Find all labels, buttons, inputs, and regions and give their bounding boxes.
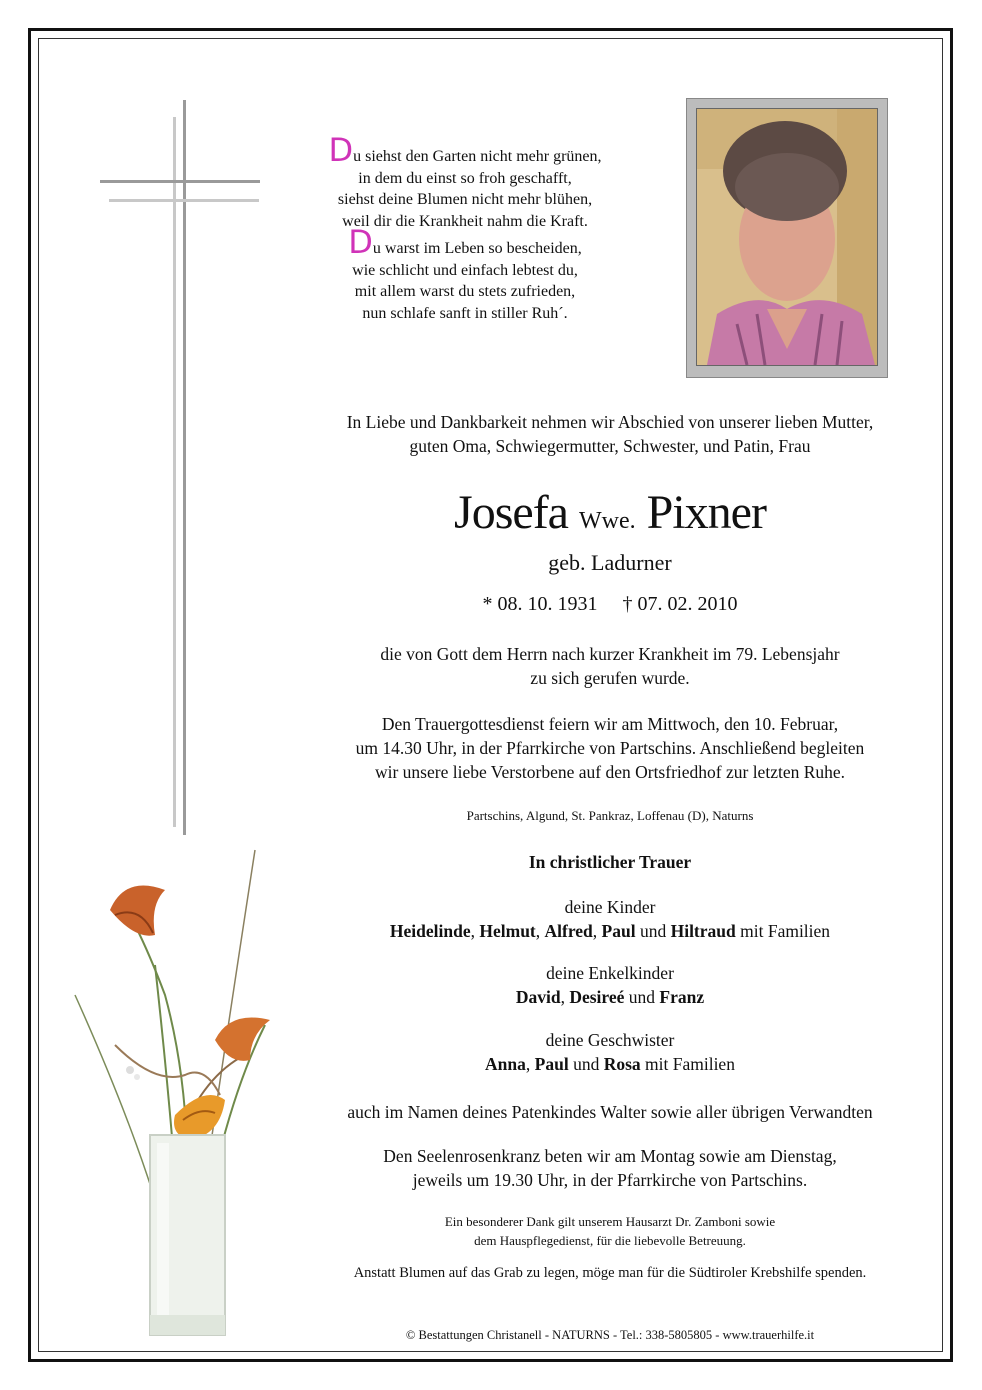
grandchildren-label: deine Enkelkinder xyxy=(546,963,674,983)
maiden-name: geb. Ladurner xyxy=(548,550,672,575)
portrait-photo xyxy=(696,108,878,366)
children-names: Heidelinde, Helmut, Alfred, Paul und Hiltraud mit Familien xyxy=(389,921,831,941)
passing-line: die von Gott dem Herrn nach kurzer Krankheit im 79. Lebensjahr xyxy=(380,644,840,664)
child-name: Alfred xyxy=(544,921,593,941)
also-relatives: auch im Namen deines Patenkindes Walter sowie aller übrigen Verwandten xyxy=(347,1102,873,1122)
service-line: wir unsere liebe Verstorbene auf den Ortsfriedhof zur letzten Ruhe. xyxy=(374,762,846,782)
service-line: um 14.30 Uhr, in der Pfarrkirche von Partschins. Anschließend begleiten xyxy=(355,738,865,758)
grandchildren-section xyxy=(290,961,930,1009)
rosary-line: Den Seelenrosenkranz beten wir am Montag sowie am Dienstag, xyxy=(383,1146,837,1166)
poem-line: in dem du einst so froh geschafft, xyxy=(358,169,572,187)
first-name: Josefa xyxy=(454,486,568,539)
thanks-line: Ein besonderer Dank gilt unserem Hausarzt Dr. Zamboni sowie xyxy=(444,1214,776,1229)
and-text: und xyxy=(628,987,656,1007)
last-name: Pixner xyxy=(646,486,766,539)
service-line: Den Trauergottesdienst feiern wir am Mittwoch, den 10. Februar, xyxy=(381,714,839,734)
passing-text xyxy=(290,642,930,690)
child-name: Heidelinde xyxy=(389,921,471,941)
poem-line: weil dir die Krankheit nahm die Kraft. xyxy=(342,212,588,230)
poem xyxy=(300,131,630,324)
deceased-name xyxy=(290,486,930,548)
life-dates xyxy=(290,590,930,618)
siblings-section xyxy=(290,1028,930,1076)
poem-line: nun schlafe sanft in stiller Ruh´. xyxy=(362,304,568,322)
poem-line: wie schlicht und einfach lebtest du, xyxy=(352,261,578,279)
service-text xyxy=(290,712,930,784)
thanks-text xyxy=(290,1212,930,1250)
mourning-heading: In christlicher Trauer xyxy=(528,852,692,872)
grandchildren-names: David, Desireé und Franz xyxy=(515,987,705,1007)
grandchild-name: Desireé xyxy=(569,987,625,1007)
passing-line: zu sich gerufen wurde. xyxy=(530,668,690,688)
birth-date: * 08. 10. 1931 xyxy=(482,593,598,615)
poem-line: siehst deine Blumen nicht mehr blühen, xyxy=(337,191,593,208)
sibling-name: Paul xyxy=(534,1054,569,1074)
sibling-name: Rosa xyxy=(603,1054,641,1074)
poem-line: u siehst den Garten nicht mehr grünen, xyxy=(353,148,602,165)
child-name: Hiltraud xyxy=(670,921,736,941)
sibling-name: Anna xyxy=(485,1054,526,1074)
drop-cap: D xyxy=(328,131,354,169)
grandchild-name: David xyxy=(515,987,561,1007)
rosary-line: jeweils um 19.30 Uhr, in der Pfarrkirche von Partschins. xyxy=(412,1170,808,1190)
children-section xyxy=(290,895,930,943)
thanks-line: dem Hauspflegedienst, für die liebevolle Betreuung. xyxy=(474,1233,746,1248)
rosary-text xyxy=(290,1144,930,1192)
and-text: und xyxy=(639,921,667,941)
portrait-frame xyxy=(686,98,888,378)
donation-text: Anstatt Blumen auf das Grab zu legen, möge man für die Südtiroler Krebshilfe spenden. xyxy=(353,1265,867,1281)
intro xyxy=(290,410,930,458)
cross-icon xyxy=(95,95,265,840)
and-text: und xyxy=(573,1054,600,1074)
drop-cap: D xyxy=(348,223,373,261)
siblings-suffix: mit Familien xyxy=(645,1054,735,1074)
siblings-names: Anna, Paul und Rosa mit Familien xyxy=(485,1054,735,1074)
death-date: † 07. 02. 2010 xyxy=(622,593,738,615)
poem-line: u warst im Leben so bescheiden, xyxy=(372,240,582,257)
intro-line: In Liebe und Dankbarkeit nehmen wir Abschied von unserer lieben Mutter, xyxy=(346,412,874,432)
intro-line: guten Oma, Schwiegermutter, Schwester, und Patin, Frau xyxy=(409,436,811,456)
children-suffix: mit Familien xyxy=(740,921,831,941)
child-name: Helmut xyxy=(479,921,536,941)
grandchild-name: Franz xyxy=(659,987,705,1007)
children-label: deine Kinder xyxy=(564,897,656,917)
widow-title: Wwe. xyxy=(578,508,636,534)
poem-line: mit allem warst du stets zufrieden, xyxy=(354,283,576,300)
footer-credit: © Bestattungen Christanell - NATURNS - Tel.: 338-5805805 - www.trauerhilfe.it xyxy=(405,1328,815,1342)
places: Partschins, Algund, St. Pankraz, Loffenau (D), Naturns xyxy=(466,808,754,823)
flower-vase-icon xyxy=(55,845,300,1350)
child-name: Paul xyxy=(601,921,636,941)
siblings-label: deine Geschwister xyxy=(545,1030,675,1050)
